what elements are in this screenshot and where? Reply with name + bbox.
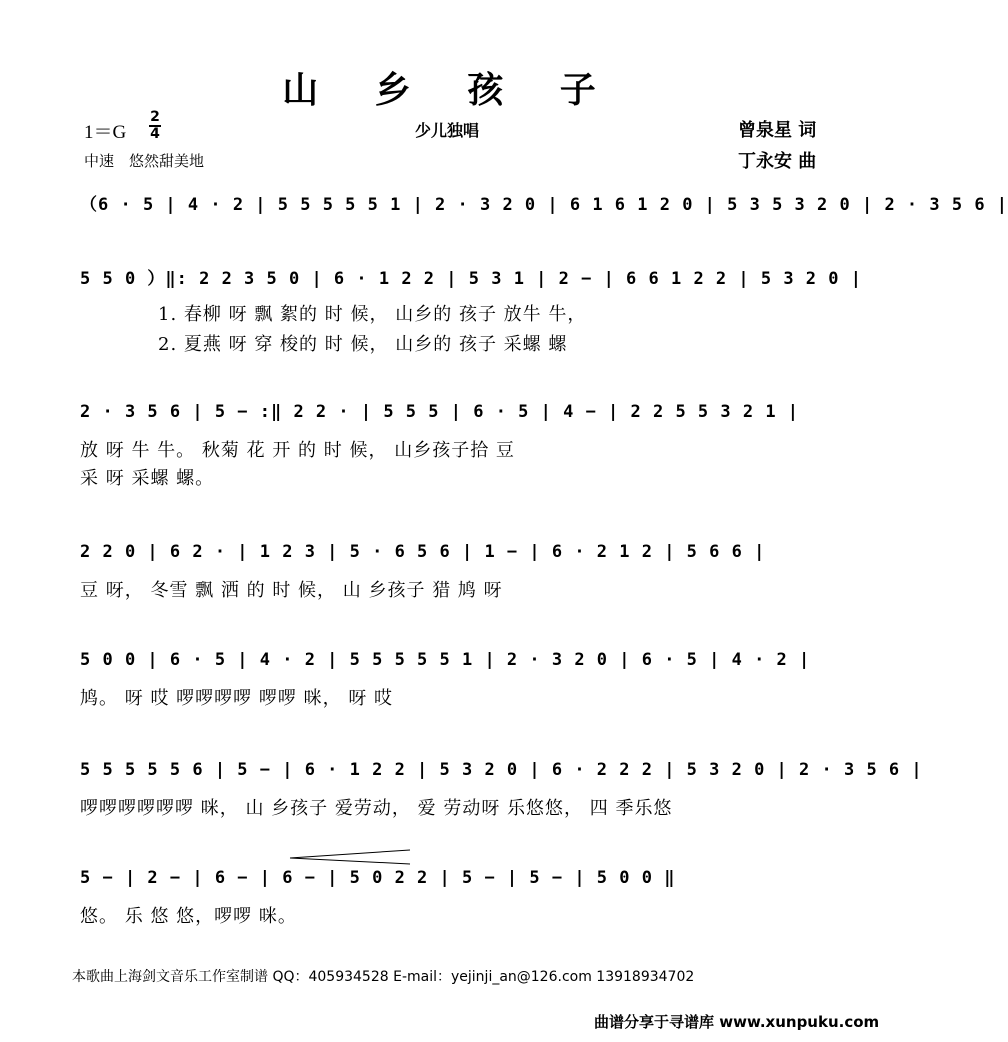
time-signature	[148, 110, 162, 142]
key-signature: 1＝G	[84, 122, 127, 143]
lyric-verse-2: 采 呀 采螺 螺。	[80, 468, 215, 489]
notes-line: 5 5 0 ）‖: 2 2 3 5 0 | 6 · 1 2 2 | 5 3 1 | 2 − | 6 6 1 2 2 | 5 3 2 0 |	[80, 269, 862, 289]
time-signature-top: 2	[150, 109, 160, 125]
score-system-7	[80, 864, 840, 954]
song-title: 山 乡 孩 子	[282, 69, 618, 111]
notes-line: 5 − | 2 − | 6 − | 6 − | 5 0 2 2 | 5 − | 5 − | 5 0 0 ‖	[80, 868, 676, 888]
performance-mode: 少儿独唱	[415, 121, 480, 140]
notes-line: 5 5 5 5 5 6 | 5 − | 6 · 1 2 2 | 5 3 2 0 | 6 · 2 2 2 | 5 3 2 0 | 2 · 3 5 6 |	[80, 760, 923, 780]
lyric-line: 悠。 乐 悠 悠，啰啰 咪。	[80, 906, 297, 927]
lyric-line: 豆 呀， 冬雪 飘 洒 的 时 候， 山 乡孩子 猎 鸠 呀	[80, 580, 503, 601]
notes-line: （6 · 5 | 4 · 2 | 5 5 5 5 5 1 | 2 · 3 2 0 | 6 1 6 1 2 0 | 5 3 5 3 2 0 | 2 · 3 5 6 |	[80, 195, 1008, 215]
lyric-line: 啰啰啰啰啰啰 咪， 山 乡孩子 爱劳动， 爱 劳动呀 乐悠悠， 四 季乐悠	[80, 798, 673, 819]
time-signature-bottom: 4	[150, 126, 160, 142]
score-system-3	[80, 398, 840, 488]
lyric-verse-1: 1. 春柳 呀 飘 絮的 时 候， 山乡的 孩子 放牛 牛，	[158, 304, 587, 325]
notes-line: 2 2 0 | 6 2 · | 1 2 3 | 5 · 6 5 6 | 1 − | 6 · 2 1 2 | 5 6 6 |	[80, 542, 766, 562]
score-system-2	[80, 260, 862, 355]
composer-credit: 丁永安 曲	[738, 151, 817, 172]
score-system-5	[80, 646, 840, 736]
lyric-line: 鸠。 呀 哎 啰啰啰啰 啰啰 咪， 呀 哎	[80, 688, 394, 709]
lyricist-credit: 曾泉星 词	[738, 120, 817, 141]
lyric-verse-1: 放 呀 牛 牛。 秋菊 花 开 的 时 候， 山乡孩子拾 豆	[80, 440, 515, 461]
notes-line: 2 · 3 5 6 | 5 − :‖ 2 2 · | 5 5 5 | 6 · 5 | 4 − | 2 2 5 5 3 2 1 |	[80, 402, 800, 422]
lyric-verse-2: 2. 夏燕 呀 穿 梭的 时 候， 山乡的 孩子 采螺 螺	[158, 334, 568, 355]
tempo-marking: 中速 悠然甜美地	[84, 152, 205, 170]
source-watermark: 曲谱分享于寻谱库 www.xunpuku.com	[594, 1013, 880, 1031]
score-system-6	[80, 756, 923, 846]
score-system-4	[80, 538, 840, 628]
footer-credits: 本歌曲上海剑文音乐工作室制谱 QQ：405934528 E-mail：yejinji_an@126.com 13918934702	[72, 969, 695, 985]
notes-line: 5 0 0 | 6 · 5 | 4 · 2 | 5 5 5 5 5 1 | 2 · 3 2 0 | 6 · 5 | 4 · 2 |	[80, 650, 811, 670]
